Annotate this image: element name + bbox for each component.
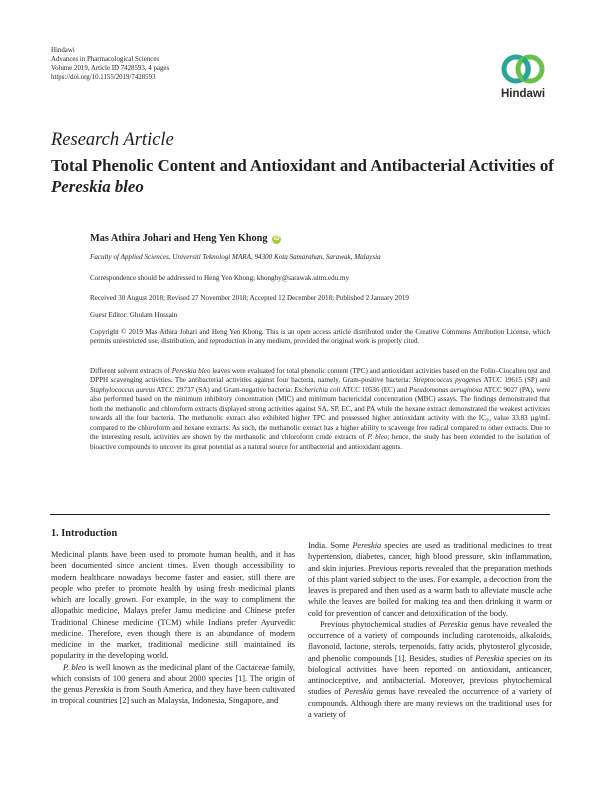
logo-wordmark: Hindawi xyxy=(500,88,546,100)
paragraph: Medicinal plants have been used to promote human health, and it has been documented since ancient times. Even though accessibility to modern healthcare nowadays become faster and easier, still there are people who prefer to promote health by using fresh medicinal plants which are locally grown. For example, in the way to compliment the allopathic medicine, Malays prefer Jamu medicine and Chinese prefer Traditional Chinese medicine (TCM) while Indians prefer Ayurvedic medicine. Therefore, even though there is an abundance of modern medicine in the market, traditional medicine still maintained its popularity in the developing world. xyxy=(51,550,295,661)
doi-link[interactable]: https://doi.org/10.1155/2019/7428593 xyxy=(51,73,156,81)
guest-editor: Guest Editor: Ghulam Hussain xyxy=(90,311,178,319)
volume-info: Volume 2019, Article ID 7428593, 4 pages xyxy=(51,64,170,72)
title-species: Pereskia bleo xyxy=(51,177,144,196)
hindawi-logo[interactable] xyxy=(493,52,553,102)
copyright-notice: Copyright © 2019 Mas Athira Johari and Heng Yen Khong. This is an open access article distributed under the Creative Commons Attribution License, which permits unrestricted use, distribution, and reproduction in any medium, provided the original work is properly cited. xyxy=(90,328,550,346)
publisher-name: Hindawi xyxy=(51,47,75,54)
section-divider xyxy=(50,514,550,515)
author-list xyxy=(90,233,281,244)
correspondence: Correspondence should be addressed to Heng Yen Khong; khonghy@sarawak.uitm.edu.my xyxy=(90,274,350,282)
body-column-left xyxy=(51,549,295,707)
article-type: Research Article xyxy=(51,130,174,150)
journal-name: Advances in Pharmacological Sciences xyxy=(51,55,160,63)
authors-text: Mas Athira Johari and Heng Yen Khong xyxy=(90,233,268,244)
abstract: Different solvent extracts of Pereskia bleo leaves were evaluated for total phenolic content (TPC) and antioxidant activities based on the Folin–Ciocalteu test and DPPH scavenging activities. The antibacterial activities against four bacteria, namely, Gram-positive bacteria: Streptococcus pyogenes ATCC 19615 (SP) and Staphylococcus aureus ATCC 29737 (SA) and Gram-negative bacteria: Escherichia coli ATCC 10536 (EC) and Pseudomonas aeruginosa ATCC 9027 (PA), were also performed based on the minimum inhibitory concentration (MIC) and minimum bactericidal concentration (MBC) assays. The findings demonstrated that both the methanolic and chloroform extracts displayed strong activities against SA, SP, EC, and PA while the hexane extract demonstrated the weakest activities towards all the four bacteria. The methanolic extract also exhibited higher TPC and possessed higher antioxidant activity with the IC₅₀ value 33.83 µg/mL compared to the chloroform and hexane extracts. As such, the methanolic extract has a higher ability to scavenge free radical compared to other extracts. Due to the interesting result, activities are shown by the methanolic and chloroform crude extracts of P. bleo; hence, the study has been extended to the isolation of bioactive compounds to uncover its great potential as a natural source for antibacterial and antioxidant agents. xyxy=(90,367,550,451)
orcid-icon[interactable]: iD xyxy=(273,236,280,242)
paragraph: India. Some Pereskia species are used as traditional medicines to treat hypertension, diabetes, cancer, high blood pressure, skin inflammation, and skin injuries. Previous reports revealed that the preparation methods of this plant varied subject to the uses. For example, a decoction from the leaves is prepared and then used as a warm bath to alleviate muscle ache while the leaves are boiled for making tea and then drinking it warm or cold for prevention of cancer and detoxification of the body. xyxy=(308,541,553,618)
article-title xyxy=(51,155,571,197)
body-column-right xyxy=(308,540,552,720)
hindawi-logo-icon xyxy=(493,52,553,88)
publication-dates: Received 30 August 2018; Revised 27 November 2018; Accepted 12 December 2018; Published 2 January 2019 xyxy=(90,294,409,302)
journal-meta xyxy=(51,47,169,83)
title-text: Total Phenolic Content and Antioxidant and Antibacterial Activities of xyxy=(51,156,554,175)
section-heading: 1. Introduction xyxy=(51,528,118,539)
affiliation: Faculty of Applied Sciences, Universiti Teknologi MARA, 94300 Kota Samarahan, Sarawak, Malaysia xyxy=(90,253,381,261)
paragraph: Previous phytochemical studies of Pereskia genus have revealed the occurrence of a variety of compounds including carotenoids, alkaloids, flavonoid, lactone, sterols, terpenoids, fatty acids, phytosterol glycoside, and phenolic compounds [1]. Besides, studies of Pereskia species on its biological activities have been reported on antioxidant, anticancer, antinociceptive, and antibacterial. Moreover, previous phytochemical studies of Pereskia genus have revealed the occurrence of a variety of compounds. Although there are many reviews on the traditional uses for a variety of xyxy=(308,619,553,719)
paragraph: P. bleo is well known as the medicinal plant of the Cactaceae family, which consists of 100 genera and about 2000 species [1]. The origin of the genus Pereskia is from South America, and they have been cultivated in tropical countries [2] such as Malaysia, Indonesia, Singapore, and xyxy=(51,662,295,706)
